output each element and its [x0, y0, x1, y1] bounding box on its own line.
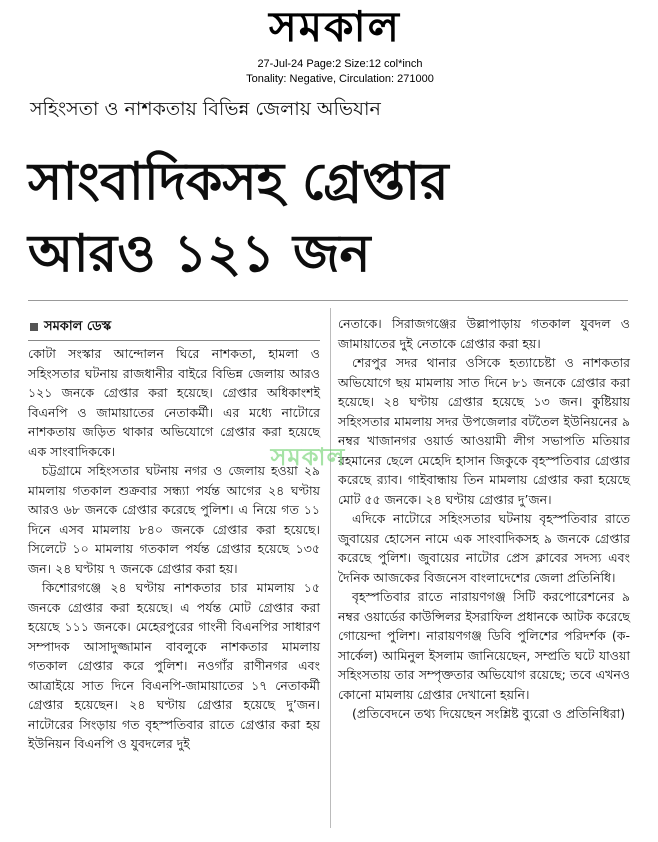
byline-divider	[28, 340, 320, 341]
paragraph: বৃহস্পতিবার রাতে নারায়ণগঞ্জ সিটি করপোরেশনের ৯ নম্বর ওয়ার্ডের কাউন্সিলর ইসরাফিল প্রধানকে আটক করেছে গোয়েন্দা পুলিশ। নারায়ণগঞ্জ ডিবি পুলিশের পরিদর্শক (ক-সার্কেল) আমিনুল ইসলাম জানিয়েছেন, সম্প্রতি ঘটে যাওয়া সহিংসতায় তার সম্পৃক্ততার অভিযোগ রয়েছে; তবে এখনও কোনো মামলায় গ্রেপ্তার দেখানো হয়নি।	[338, 589, 630, 702]
paragraph: এদিকে নাটোরে সহিংসতার ঘটনায় বৃহস্পতিবার রাতে জুবায়ের হোসেন নামে এক সাংবাদিকসহ ৯ জনকে গ্রেপ্তার করেছে পুলিশ। জুবায়ের নাটোর প্রেস ক্লাবের সদস্য এবং দৈনিক আজকের বিজনেস বাংলাদেশের জেলা প্রতিনিধি।	[338, 511, 630, 585]
byline-square-icon	[30, 323, 38, 331]
paragraph: চট্টগ্রামে সহিংসতার ঘটনায় নগর ও জেলায় হওয়া ২৯ মামলায় গতকাল শুক্রবার সন্ধ্যা পর্যন্ত আগের ২৪ ঘণ্টায় আরও ৬৮ জনকে গ্রেপ্তার করেছে পুলিশ। এ নিয়ে গত ১১ দিনে এসব মামলায় ৮৪০ জনকে গ্রেপ্তার করা হয়েছে। সিলেটে ১০ মামলায় গতকাল পর্যন্ত গ্রেপ্তার হয়েছে ১৩৫ জন। ২৪ ঘণ্টায় ৭ জনকে গ্রেপ্তার করা হয়।	[28, 463, 320, 576]
clip-meta-line-2: Tonality: Negative, Circulation: 271000	[246, 73, 434, 85]
headline-divider	[28, 300, 628, 301]
headline-line-1: সাংবাদিকসহ গ্রেপ্তার	[28, 152, 449, 212]
article-column-left	[28, 344, 320, 754]
newspaper-masthead: সমকাল	[269, 2, 401, 51]
byline	[30, 317, 320, 338]
paragraph: নেতাকে। সিরাজগঞ্জের উল্লাপাড়ায় গতকাল যুবদল ও জামায়াতের দুই নেতাকে গ্রেপ্তার করা হয়।	[338, 316, 630, 351]
article-kicker: সহিংসতা ও নাশকতায় বিভিন্ন জেলায় অভিযান	[30, 98, 381, 120]
byline-text: সমকাল ডেস্ক	[44, 319, 112, 334]
headline-line-2: আরও ১২১ জন	[28, 224, 371, 284]
article-column-right	[338, 314, 630, 724]
watermark-logo: সমকাল	[270, 443, 346, 471]
paragraph: কোটা সংস্কার আন্দোলন ঘিরে নাশকতা, হামলা ও সহিংসতার ঘটনায় রাজধানীর বাইরে বিভিন্ন জেলায় আরও ১২১ জনকে গ্রেপ্তার করা হয়েছে। গ্রেপ্তার অধিকাংশই বিএনপি ও জামায়াতের নেতাকর্মী। এর মধ্যে নাটোরে নাশকতায় জড়িত থাকার অভিযোগে গ্রেপ্তার করা হয়েছে এক সাংবাদিককে।	[28, 346, 320, 459]
clip-meta-line-1: 27-Jul-24 Page:2 Size:12 col*inch	[257, 58, 423, 70]
paragraph: (প্রতিবেদনে তথ্য দিয়েছেন সংশ্লিষ্ট ব্যুরো ও প্রতিনিধিরা)	[352, 706, 626, 721]
paragraph: শেরপুর সদর থানার ওসিকে হত্যাচেষ্টা ও নাশকতার অভিযোগে ছয় মামলায় সাত দিনে ৮১ জনকে গ্রেপ্তার করা হয়েছে। ২৪ ঘণ্টায় গ্রেপ্তার হয়েছে ১৩ জন। কুষ্টিয়ায় সহিংসতার মামলায় সদর উপজেলার বটতৈল ইউনিয়নের ৯ নম্বর খাজানগর ওয়ার্ড আওয়ামী লীগ সভাপতি মতিয়ার রহমানের ছেলে মেহেদি হাসান জিকুকে বৃহস্পতিবার গ্রেপ্তার করেছে র‍্যাব। গাইবান্ধায় তিন মামলায় গ্রেপ্তার করা হয়েছে মোট ৫৫ জনকে। ২৪ ঘণ্টায় গ্রেপ্তার দু’জন।	[338, 355, 630, 507]
column-divider	[330, 308, 331, 828]
paragraph: কিশোরগঞ্জে ২৪ ঘণ্টায় নাশকতার চার মামলায় ১৫ জনকে গ্রেপ্তার করা হয়েছে। এ পর্যন্ত মোট গ্রেপ্তার করা হয়েছে ১১১ জনকে। মেহেরপুরের গাংনী বিএনপির সাধারণ সম্পাদক আসাদুজ্জামান বাবলুকে নাশকতার মামলায় গতকাল গ্রেপ্তার করে পুলিশ। নওগাঁর রাণীনগর এবং আত্রাইয়ে সাত দিনে বিএনপি-জামায়াতের ১৭ নেতাকর্মী গ্রেপ্তার হয়েছেন। ২৪ ঘণ্টায় গ্রেপ্তার হয়েছে দু’জন। নাটোরের সিংড়ায় গত বৃহস্পতিবার রাতে গ্রেপ্তার করা হয় ইউনিয়ন বিএনপি ও যুবদলের দুই	[28, 580, 320, 751]
